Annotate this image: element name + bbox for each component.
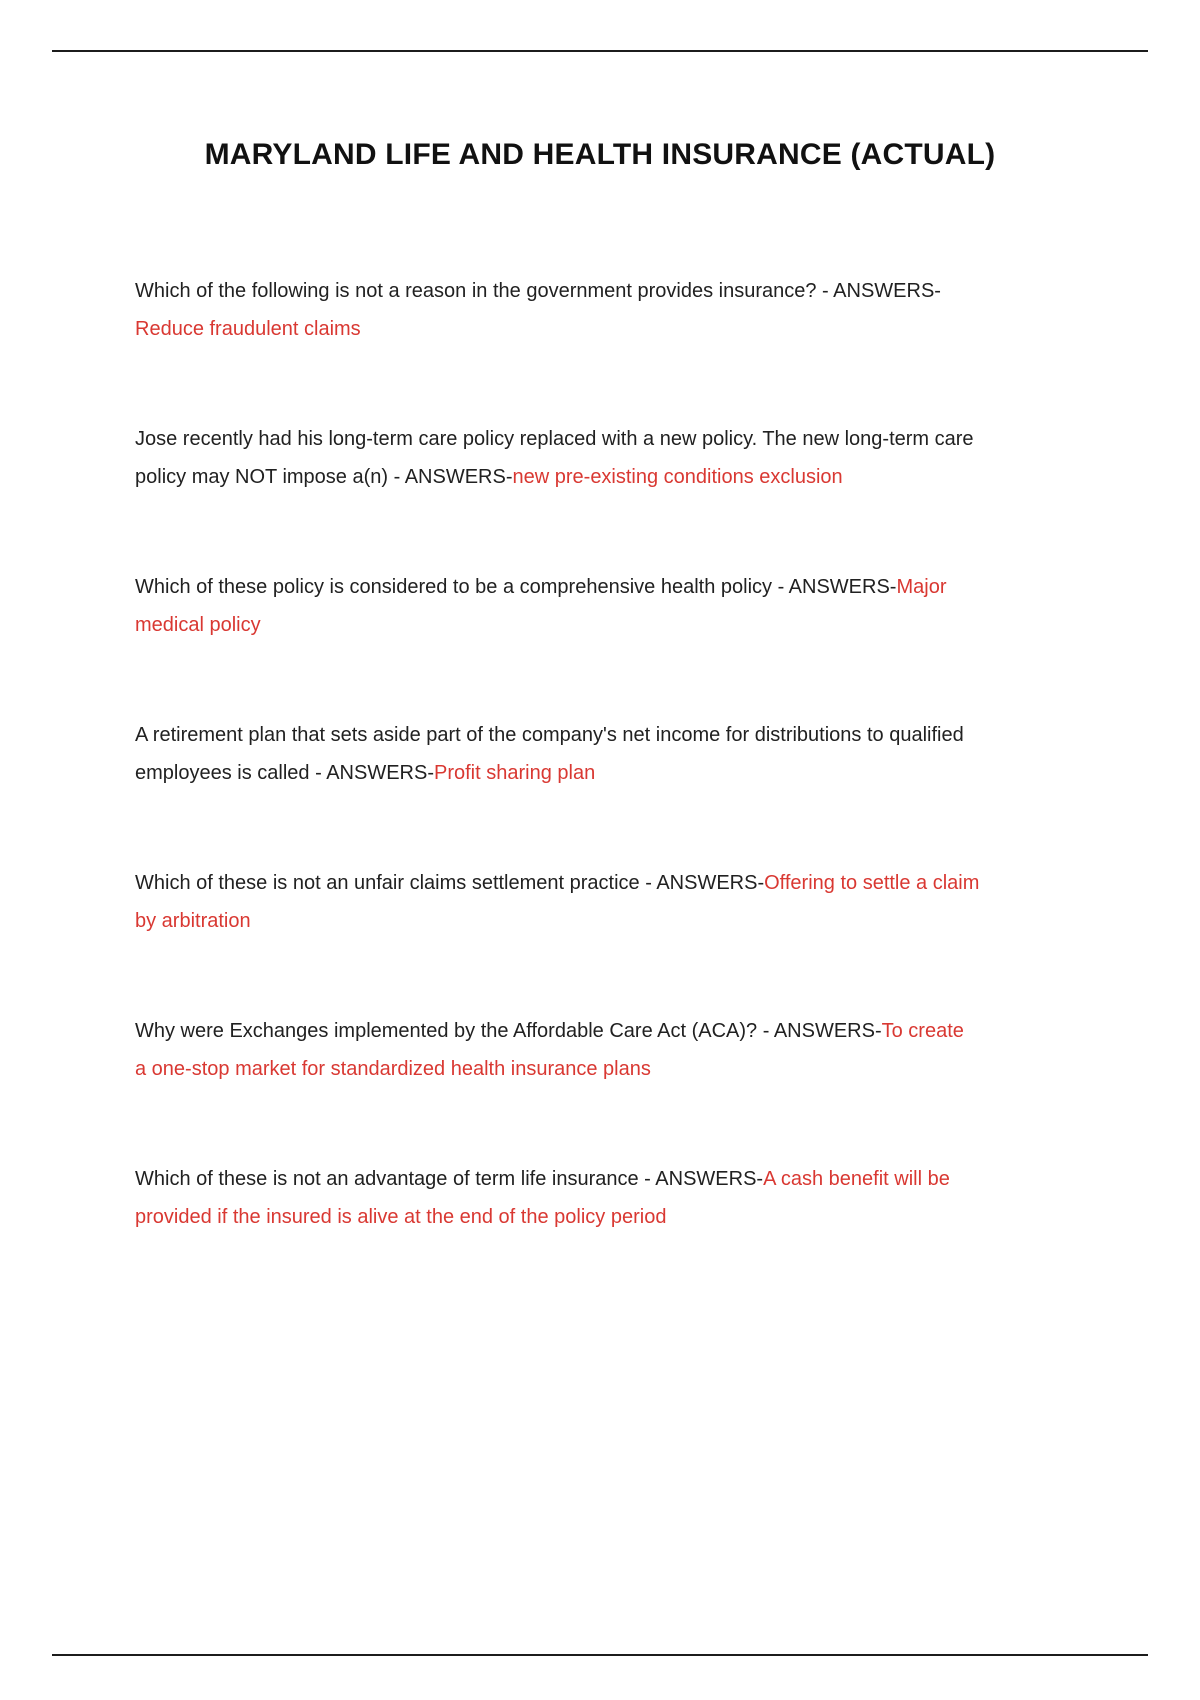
question-text: A retirement plan that sets aside part of the company's net income for distributions to qualified employees is called - ANSWERS- <box>135 724 964 784</box>
qa-item <box>135 1160 980 1236</box>
qa-item <box>135 568 980 644</box>
question-text: Which of these is not an advantage of term life insurance - ANSWERS- <box>135 1168 764 1190</box>
qa-item <box>135 864 980 940</box>
qa-item <box>135 1012 980 1088</box>
answer-text: A cash benefit will be provided if the insured is alive at the end of the policy period <box>135 1168 950 1228</box>
answer-text: Reduce fraudulent claims <box>135 318 361 340</box>
qa-item <box>135 420 980 496</box>
qa-list <box>135 272 980 1236</box>
question-text: Which of the following is not a reason in the government provides insurance? - ANSWERS- <box>135 280 941 302</box>
answer-text: Profit sharing plan <box>433 762 596 784</box>
question-text: Jose recently had his long-term care policy replaced with a new policy. The new long-term care policy may NOT impose a(n) - ANSWERS- <box>135 428 974 488</box>
answer-text: new pre-existing conditions exclusion <box>512 466 843 488</box>
qa-item <box>135 272 980 348</box>
question-text: Which of these policy is considered to be a comprehensive health policy - ANSWERS- <box>135 576 897 598</box>
answer-text: Major medical policy <box>135 576 947 636</box>
page-title: MARYLAND LIFE AND HEALTH INSURANCE (ACTUAL) <box>204 138 996 171</box>
bottom-rule <box>52 1654 1148 1656</box>
top-rule <box>52 50 1148 52</box>
question-text: Why were Exchanges implemented by the Affordable Care Act (ACA)? - ANSWERS- <box>135 1020 882 1042</box>
answer-text: Offering to settle a claim by arbitration <box>135 872 980 932</box>
question-text: Which of these is not an unfair claims settlement practice - ANSWERS- <box>135 872 765 894</box>
answer-text: To create a one-stop market for standardized health insurance plans <box>135 1020 964 1080</box>
qa-item <box>135 716 980 792</box>
